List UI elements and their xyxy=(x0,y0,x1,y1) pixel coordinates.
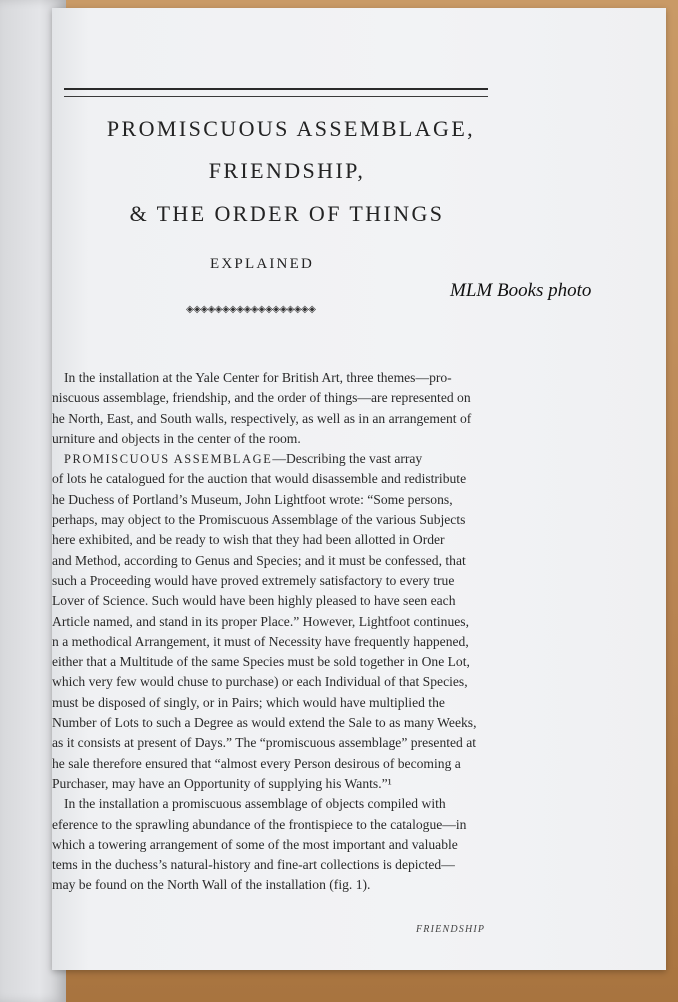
text-line: which a towering arrangement of some of the most important and valuable xyxy=(52,836,458,852)
text-line: he sale therefore ensured that “almost every Person desirous of becoming a xyxy=(52,755,461,771)
ornament-divider: ◈◈◈◈◈◈◈◈◈◈◈◈◈◈◈◈◈◈ xyxy=(186,304,316,315)
text-line: urniture and objects in the center of the room. xyxy=(52,430,301,446)
text-line: such a Proceeding would have proved extremely satisfactory to every true xyxy=(52,572,455,588)
text-line: eference to the sprawling abundance of the frontispiece to the catalogue—in xyxy=(52,816,467,832)
text-line: of lots he catalogued for the auction that would disassemble and redistribute xyxy=(52,471,467,487)
text-line: as it consists at present of Days.” The “promiscuous assemblage” presented at xyxy=(52,735,477,751)
text-line: must be disposed of singly, or in Pairs; which would have multiplied the xyxy=(52,694,445,710)
book-page xyxy=(52,8,666,970)
text-line: tems in the duchess’s natural-history and fine-art collections is depicted— xyxy=(52,857,455,873)
text-line: In the installation a promiscuous assemblage of objects compiled with xyxy=(64,796,446,812)
text-line-with-lead xyxy=(52,449,489,469)
text-line: either that a Multitude of the same Species must be sold together in One Lot, xyxy=(52,654,470,670)
text-line: and Method, according to Genus and Species; and it must be confessed, that xyxy=(52,552,466,568)
text-line: may be found on the North Wall of the installation (fig. 1). xyxy=(52,877,371,893)
text-line: he Duchess of Portland’s Museum, John Lightfoot wrote: “Some persons, xyxy=(52,491,453,507)
paragraph-3 xyxy=(52,794,489,895)
title-line-1: PROMISCUOUS ASSEMBLAGE, xyxy=(106,116,476,141)
body-text xyxy=(52,368,489,896)
paragraph-2 xyxy=(52,449,489,794)
text-line: which very few would chuse to purchase) or each Individual of that Species, xyxy=(52,674,468,690)
text-line: here exhibited, and be ready to wish that they had been allotted in Order xyxy=(52,532,445,548)
text-line: perhaps, may object to the Promiscuous Assemblage of the various Subjects xyxy=(52,512,466,528)
text-line: —Describing the vast array xyxy=(272,451,423,467)
text-line: Number of Lots to such a Degree as would extend the Sale to as many Weeks, xyxy=(52,715,477,731)
subtitle: EXPLAINED xyxy=(210,256,314,272)
top-rule-thin xyxy=(64,96,488,97)
text-line: In the installation at the Yale Center for British Art, three themes—pro- xyxy=(64,370,452,385)
title-line-2: FRIENDSHIP, xyxy=(208,158,366,183)
text-line: Article named, and stand in its proper Place.” However, Lightfoot continues, xyxy=(52,613,469,629)
text-line: niscuous assemblage, friendship, and the order of things—are represented on xyxy=(52,390,471,406)
paragraph-1 xyxy=(52,368,489,449)
photo-watermark: MLM Books photo xyxy=(450,280,592,301)
title-line-3: & THE ORDER OF THINGS xyxy=(129,201,445,226)
text-line: he North, East, and South walls, respectively, as well as in an arrangement of xyxy=(52,410,472,426)
text-line: Lover of Science. Such would have been highly pleased to have seen each xyxy=(52,593,456,609)
top-rule-thick xyxy=(64,88,488,90)
text-line: Purchaser, may have an Opportunity of supplying his Wants.”¹ xyxy=(52,775,392,791)
running-footer: FRIENDSHIP xyxy=(416,924,486,935)
text-line: n a methodical Arrangement, it must of Necessity have frequently happened, xyxy=(52,633,469,649)
section-lead: PROMISCUOUS ASSEMBLAGE xyxy=(64,452,273,467)
